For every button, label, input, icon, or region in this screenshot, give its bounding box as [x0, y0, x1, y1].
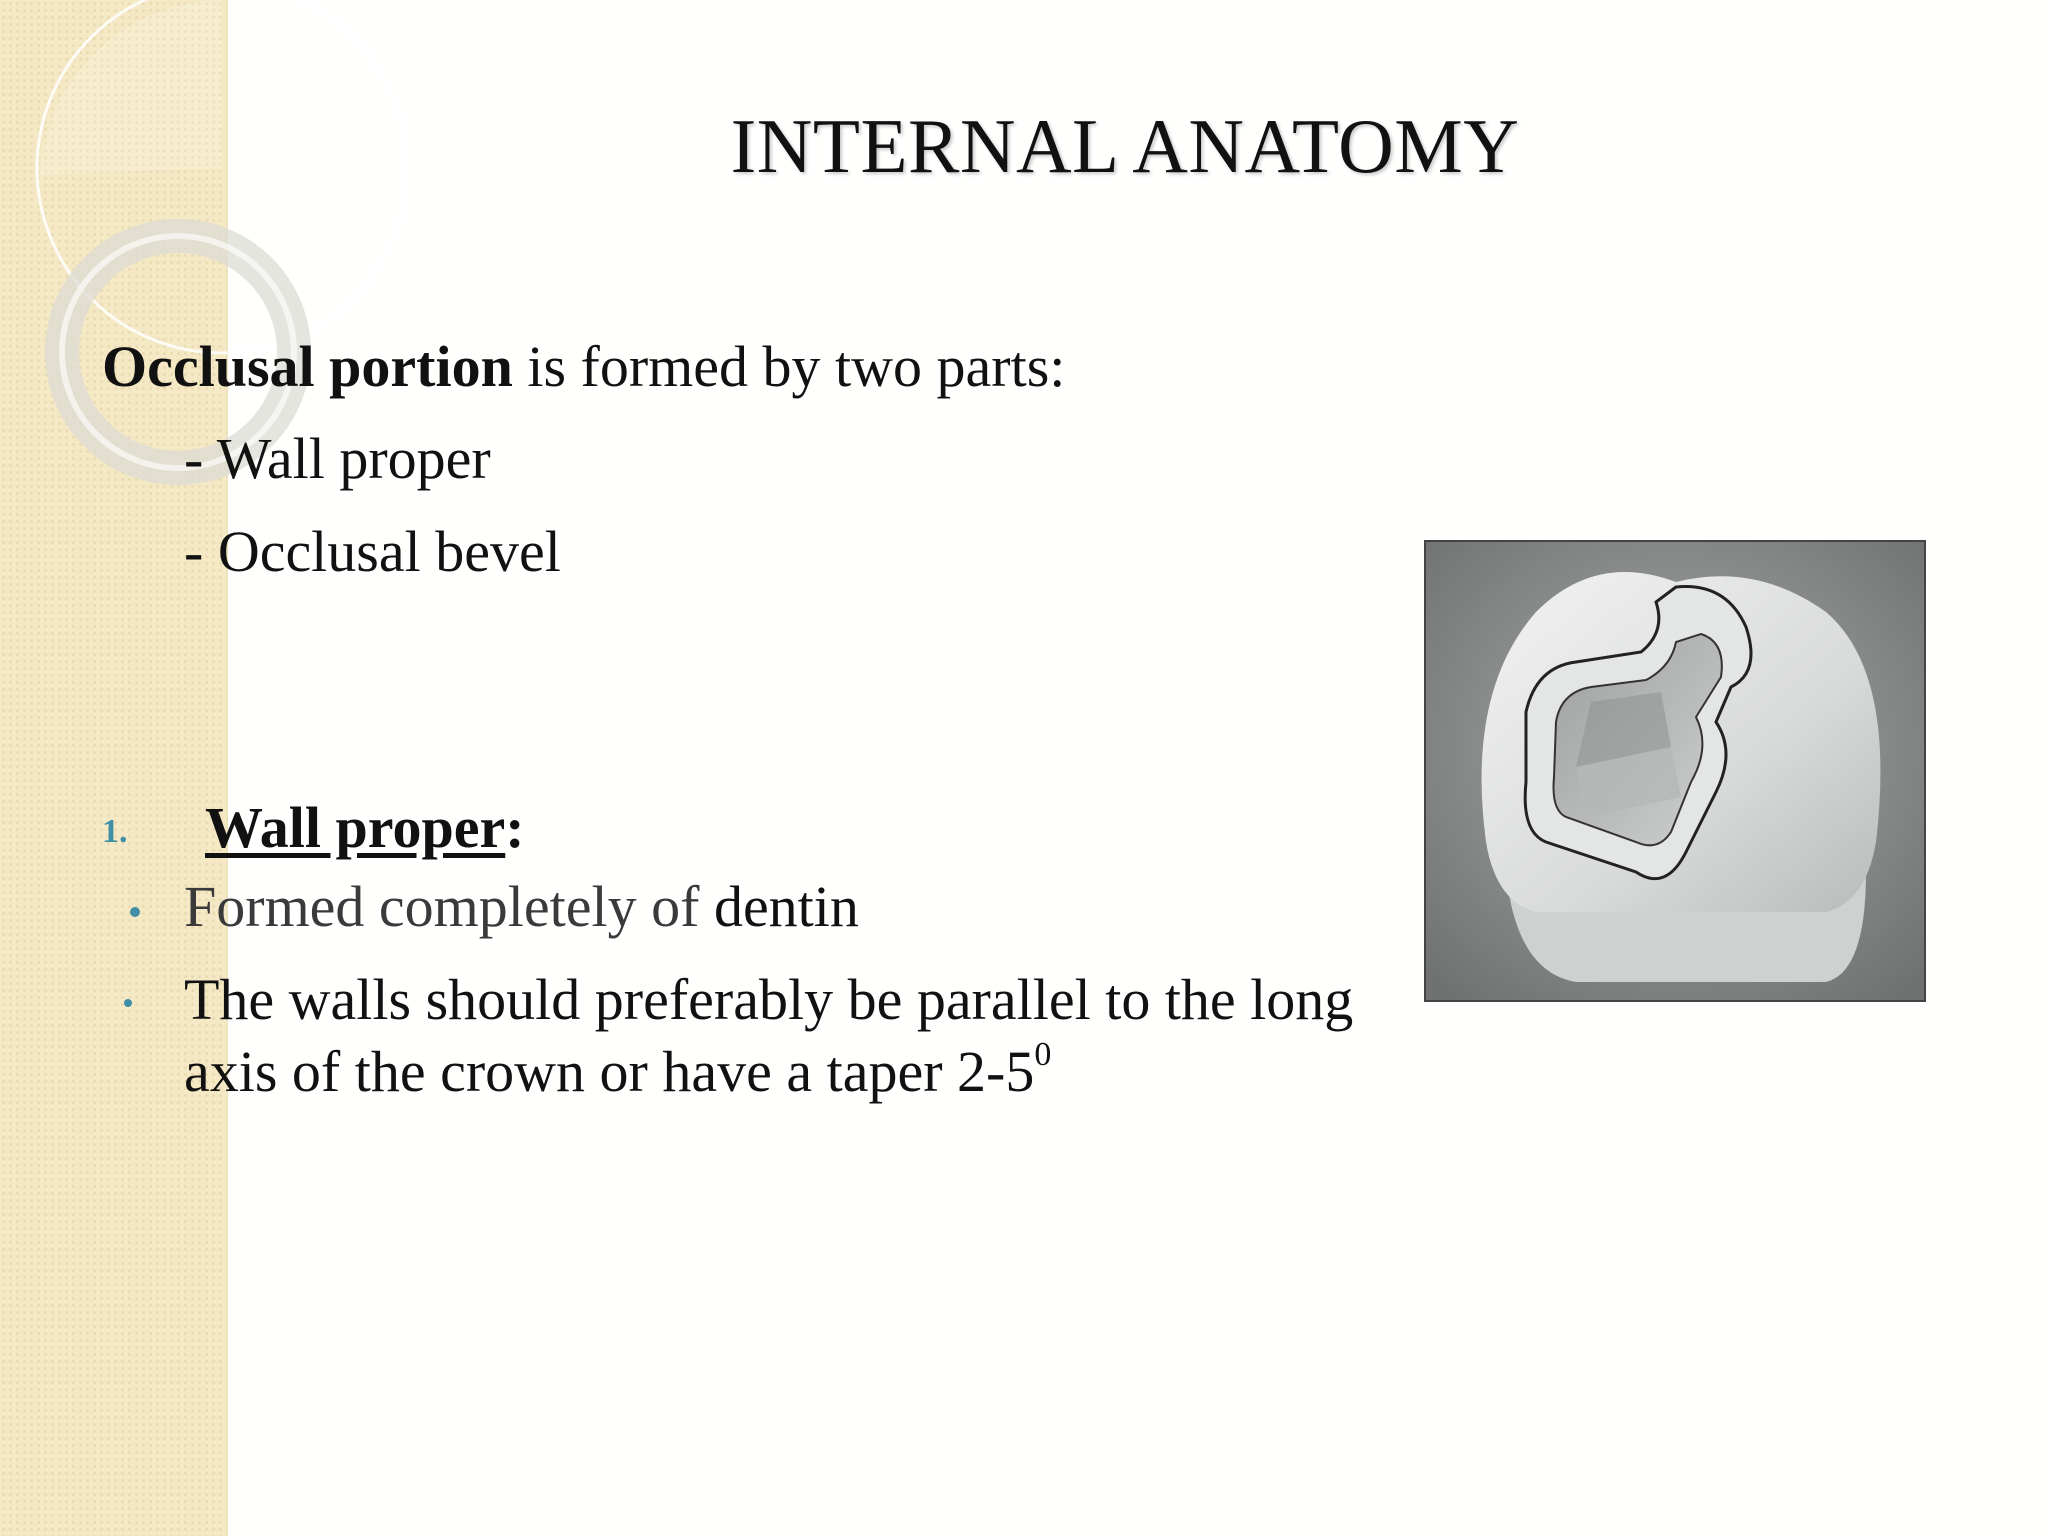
bullet-dentin-prefix: Formed completely of: [184, 874, 714, 939]
bullet-dentin-term: dentin: [713, 874, 859, 939]
bullet-walls-parallel: [184, 964, 1364, 1108]
intro-rest: is formed by two parts:: [512, 334, 1066, 399]
section-heading: [205, 793, 525, 863]
bullet-walls-superscript: 0: [1034, 1036, 1052, 1073]
bullet-walls-text: The walls should preferably be parallel to the long axis of the crown or have a taper 2-5: [184, 967, 1354, 1104]
bullet-dot-icon: [130, 907, 140, 917]
section-heading-colon: :: [505, 795, 525, 860]
slide-title: INTERNAL ANATOMY: [730, 103, 1520, 189]
intro-bold-term: Occlusal portion: [102, 334, 513, 399]
bullet-dot-icon: [124, 999, 132, 1007]
part-occlusal-bevel: - Occlusal bevel: [184, 519, 561, 584]
tooth-cavity-preparation-icon: [1426, 542, 1924, 1000]
bullet-dentin: [184, 872, 859, 942]
tooth-cavity-image: [1424, 540, 1926, 1002]
intro-line: [102, 332, 1065, 402]
section-heading-text: Wall proper: [205, 795, 506, 860]
section-number: 1.: [102, 813, 128, 850]
part-wall-proper: - Wall proper: [184, 426, 491, 491]
